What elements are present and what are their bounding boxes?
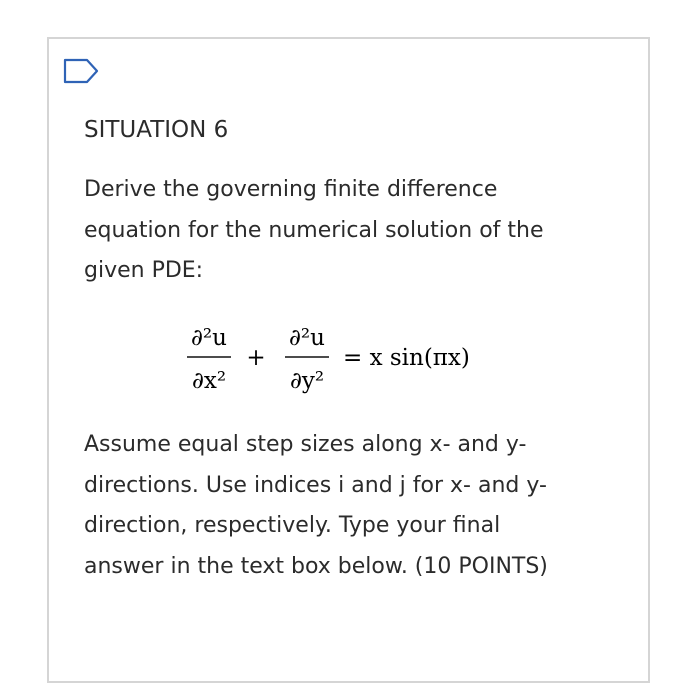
intro-line: given PDE: <box>84 258 204 283</box>
intro-line: Derive the governing finite difference <box>84 177 498 202</box>
instruction-line: direction, respectively. Type your final <box>84 513 501 538</box>
question-intro <box>84 170 624 292</box>
term2-denominator: ∂y² <box>289 368 325 394</box>
pde-equation <box>177 315 517 405</box>
instruction-line: Assume equal step sizes along x- and y- <box>84 432 527 457</box>
term2-numerator: ∂²u <box>289 325 325 351</box>
equation-rhs: = x sin(πx) <box>343 345 470 371</box>
question-card <box>47 37 650 683</box>
term1-numerator: ∂²u <box>191 325 227 351</box>
plus-operator: + <box>246 345 266 371</box>
instruction-line: directions. Use indices i and j for x- and y- <box>84 472 547 498</box>
term1-denominator: ∂x² <box>191 368 227 394</box>
bookmark-flag-icon[interactable] <box>63 58 99 84</box>
question-instructions <box>84 425 624 587</box>
intro-line: equation for the numerical solution of the <box>84 217 544 243</box>
question-title: SITUATION 6 <box>84 117 229 143</box>
instruction-line: answer in the text box below. (10 POINTS) <box>84 553 548 579</box>
